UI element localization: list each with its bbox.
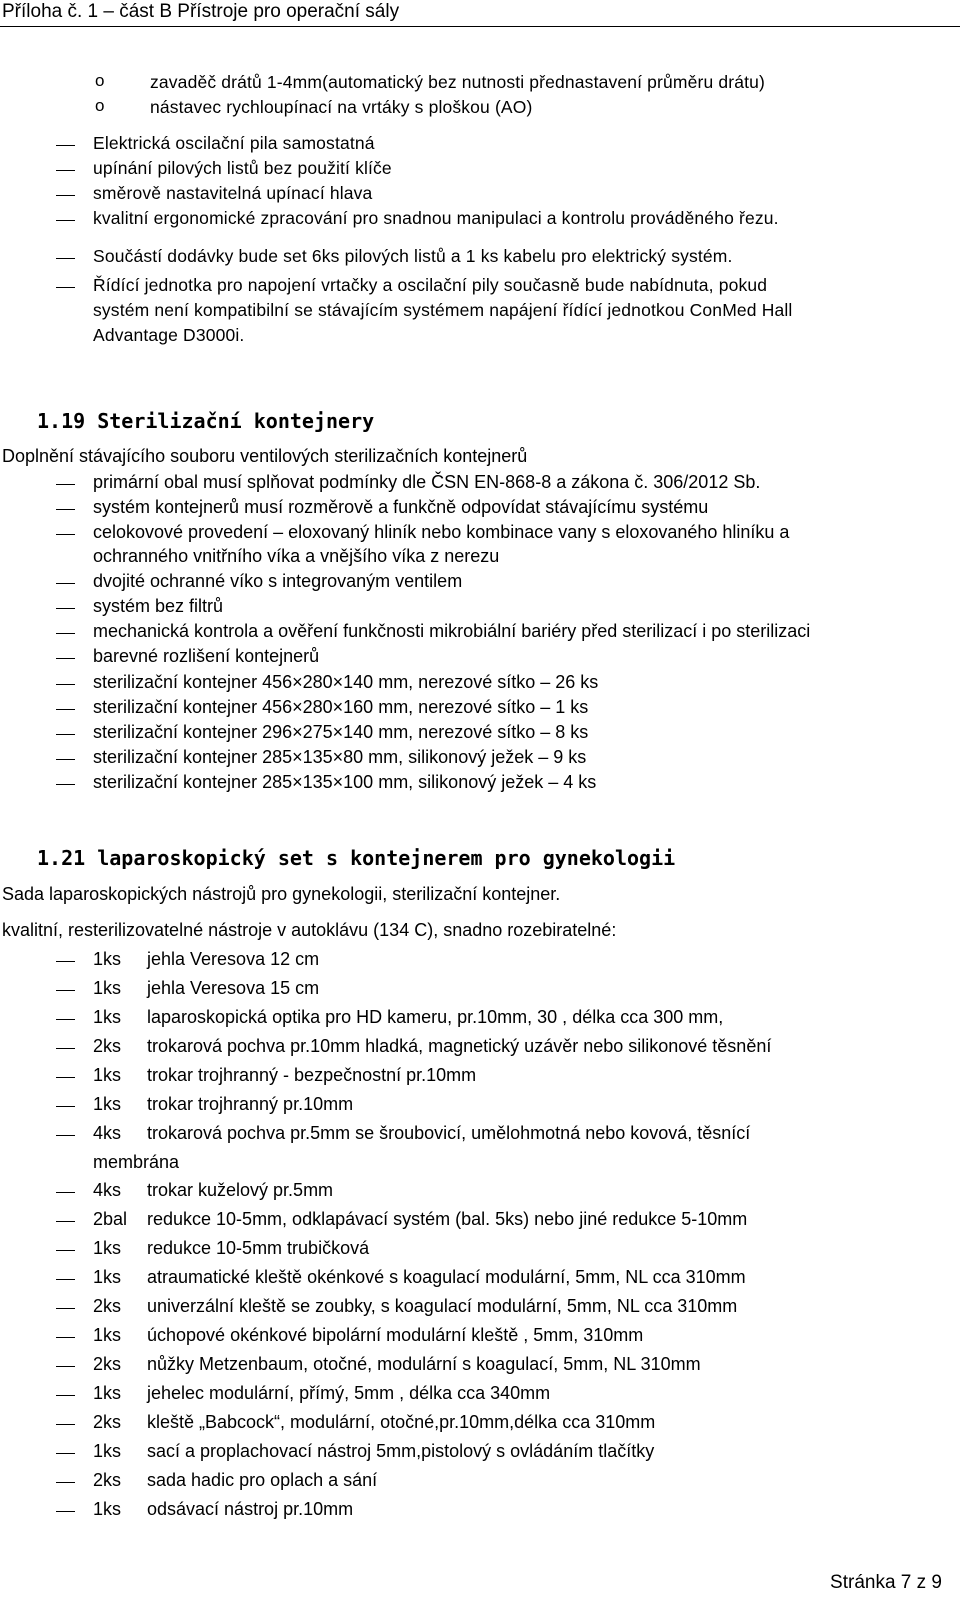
item-description: odsávací nástroj pr.10mm xyxy=(147,1499,354,1519)
dash-bullet-icon xyxy=(56,1337,75,1338)
dash-bullet-icon xyxy=(56,961,75,962)
item-description: jehla Veresova 15 cm xyxy=(147,978,320,998)
header-divider xyxy=(0,26,960,27)
list-item: Elektrická oscilační pila samostatná xyxy=(93,133,375,153)
item-quantity: 2ks xyxy=(93,1296,122,1316)
sub-item: zavaděč drátů 1-4mm(automatický bez nutnosti přednastavení průměru drátu) xyxy=(150,72,765,92)
list-item: Součástí dodávky bude set 6ks pilových listů a 1 ks kabelu pro elektrický systém. xyxy=(93,246,733,266)
list-item: systém bez filtrů xyxy=(93,596,224,616)
list-item: sterilizační kontejner 456×280×160 mm, nerezové sítko – 1 ks xyxy=(93,697,589,717)
item-quantity: 1ks xyxy=(93,1267,122,1287)
item-quantity: 1ks xyxy=(93,978,122,998)
dash-bullet-icon xyxy=(56,1453,75,1454)
item-quantity: 1ks xyxy=(93,1094,122,1114)
dash-bullet-icon xyxy=(56,583,75,584)
list-item: sterilizační kontejner 456×280×140 mm, nerezové sítko – 26 ks xyxy=(93,672,599,692)
item-description: trokar trojhranný - bezpečnostní pr.10mm xyxy=(147,1065,477,1085)
list-item: dvojité ochranné víko s integrovaným ventilem xyxy=(93,571,463,591)
item-quantity: 4ks xyxy=(93,1180,122,1200)
item-description: trokarová pochva pr.10mm hladká, magnetický uzávěr nebo silikonové těsnění xyxy=(147,1036,772,1056)
list-item: kvalitní ergonomické zpracování pro snadnou manipulaci a kontrolu prováděného řezu. xyxy=(93,208,779,228)
dash-bullet-icon xyxy=(56,1019,75,1020)
dash-bullet-icon xyxy=(56,287,75,288)
dash-bullet-icon xyxy=(56,734,75,735)
circle-bullet-icon: o xyxy=(95,96,105,115)
dash-bullet-icon xyxy=(56,1424,75,1425)
dash-bullet-icon xyxy=(56,509,75,510)
list-item: celokovové provedení – eloxovaný hliník nebo kombinace vany s eloxovaného hliníku a xyxy=(93,522,790,542)
dash-bullet-icon xyxy=(56,1482,75,1483)
dash-bullet-icon xyxy=(56,784,75,785)
dash-bullet-icon xyxy=(56,759,75,760)
list-item: sterilizační kontejner 285×135×100 mm, silikonový ježek – 4 ks xyxy=(93,772,597,792)
dash-bullet-icon xyxy=(56,1077,75,1078)
dash-bullet-icon xyxy=(56,145,75,146)
dash-bullet-icon xyxy=(56,195,75,196)
dash-bullet-icon xyxy=(56,608,75,609)
item-description: kleště „Babcock“, modulární, otočné,pr.10mm,délka cca 310mm xyxy=(147,1412,656,1432)
control-unit-line: systém není kompatibilní se stávajícím systémem napájení řídící jednotkou ConMed Hall xyxy=(93,300,793,320)
section-heading: 1.19 Sterilizační kontejnery xyxy=(37,409,375,433)
dash-bullet-icon xyxy=(56,484,75,485)
sub-item: nástavec rychloupínací na vrtáky s ploškou (AO) xyxy=(150,97,533,117)
list-item: primární obal musí splňovat podmínky dle ČSN EN-868-8 a zákona č. 306/2012 Sb. xyxy=(93,472,761,492)
item-quantity: 1ks xyxy=(93,949,122,969)
list-item-continuation: ochranného vnitřního víka a vnějšího víka z nerezu xyxy=(93,546,500,566)
item-description: univerzální kleště se zoubky, s koagulací modulární, 5mm, NL cca 310mm xyxy=(147,1296,738,1316)
page-header: Příloha č. 1 – část B Přístroje pro operační sály xyxy=(2,1,400,22)
item-quantity: 2ks xyxy=(93,1036,122,1056)
item-description: trokar trojhranný pr.10mm xyxy=(147,1094,354,1114)
item-continuation: membrána xyxy=(93,1152,180,1172)
list-item: mechanická kontrola a ověření funkčnosti mikrobiální bariéry před sterilizací i po sterilizaci xyxy=(93,621,811,641)
dash-bullet-icon xyxy=(56,658,75,659)
section-intro: Doplnění stávajícího souboru ventilových sterilizačních kontejnerů xyxy=(2,446,528,466)
item-description: trokar kuželový pr.5mm xyxy=(147,1180,334,1200)
dash-bullet-icon xyxy=(56,1250,75,1251)
item-description: jehla Veresova 12 cm xyxy=(147,949,320,969)
dash-bullet-icon xyxy=(56,1106,75,1107)
dash-bullet-icon xyxy=(56,534,75,535)
dash-bullet-icon xyxy=(56,1366,75,1367)
list-item: barevné rozlišení kontejnerů xyxy=(93,646,320,666)
item-description: redukce 10-5mm, odklapávací systém (bal. 5ks) nebo jiné redukce 5-10mm xyxy=(147,1209,748,1229)
list-item: systém kontejnerů musí rozměrově a funkčně odpovídat stávajícímu systému xyxy=(93,497,709,517)
section-intro: Sada laparoskopických nástrojů pro gynekologii, sterilizační kontejner. xyxy=(2,884,561,904)
item-description: sada hadic pro oplach a sání xyxy=(147,1470,378,1490)
control-unit-line: Advantage D3000i. xyxy=(93,325,245,345)
item-quantity: 1ks xyxy=(93,1238,122,1258)
dash-bullet-icon xyxy=(56,1135,75,1136)
list-item: sterilizační kontejner 296×275×140 mm, nerezové sítko – 8 ks xyxy=(93,722,589,742)
item-quantity: 2ks xyxy=(93,1412,122,1432)
item-quantity: 2ks xyxy=(93,1470,122,1490)
dash-bullet-icon xyxy=(56,1192,75,1193)
item-quantity: 2bal xyxy=(93,1209,128,1229)
dash-bullet-icon xyxy=(56,709,75,710)
section-intro: kvalitní, resterilizovatelné nástroje v autoklávu (134 C), snadno rozebiratelné: xyxy=(2,920,617,940)
dash-bullet-icon xyxy=(56,633,75,634)
dash-bullet-icon xyxy=(56,1511,75,1512)
item-description: nůžky Metzenbaum, otočné, modulární s koagulací, 5mm, NL 310mm xyxy=(147,1354,701,1374)
item-quantity: 4ks xyxy=(93,1123,122,1143)
list-item: směrově nastavitelná upínací hlava xyxy=(93,183,373,203)
item-description: úchopové okénkové bipolární modulární kleště , 5mm, 310mm xyxy=(147,1325,644,1345)
dash-bullet-icon xyxy=(56,1395,75,1396)
item-quantity: 1ks xyxy=(93,1441,122,1461)
item-description: atraumatické kleště okénkové s koagulací modulární, 5mm, NL cca 310mm xyxy=(147,1267,746,1287)
dash-bullet-icon xyxy=(56,1279,75,1280)
dash-bullet-icon xyxy=(56,170,75,171)
item-quantity: 1ks xyxy=(93,1383,122,1403)
dash-bullet-icon xyxy=(56,1048,75,1049)
section-heading: 1.21 laparoskopický set s kontejnerem pro gynekologii xyxy=(37,846,676,870)
item-quantity: 1ks xyxy=(93,1007,122,1027)
item-description: trokarová pochva pr.5mm se šroubovicí, umělohmotná nebo kovová, těsnící xyxy=(147,1123,751,1143)
item-quantity: 1ks xyxy=(93,1065,122,1085)
dash-bullet-icon xyxy=(56,1308,75,1309)
item-quantity: 1ks xyxy=(93,1499,122,1519)
item-description: sací a proplachovací nástroj 5mm,pistolový s ovládáním tlačítky xyxy=(147,1441,655,1461)
list-item: upínání pilových listů bez použití klíče xyxy=(93,158,392,178)
dash-bullet-icon xyxy=(56,1221,75,1222)
item-description: redukce 10-5mm trubičková xyxy=(147,1238,370,1258)
dash-bullet-icon xyxy=(56,258,75,259)
dash-bullet-icon xyxy=(56,990,75,991)
item-quantity: 1ks xyxy=(93,1325,122,1345)
item-description: jehelec modulární, přímý, 5mm , délka cca 340mm xyxy=(147,1383,551,1403)
list-item: sterilizační kontejner 285×135×80 mm, silikonový ježek – 9 ks xyxy=(93,747,587,767)
dash-bullet-icon xyxy=(56,220,75,221)
item-description: laparoskopická optika pro HD kameru, pr.10mm, 30 , délka cca 300 mm, xyxy=(147,1007,724,1027)
circle-bullet-icon: o xyxy=(95,71,105,90)
page-number: Stránka 7 z 9 xyxy=(830,1572,942,1593)
dash-bullet-icon xyxy=(56,684,75,685)
item-quantity: 2ks xyxy=(93,1354,122,1374)
control-unit-line: Řídící jednotka pro napojení vrtačky a oscilační pily současně bude nabídnuta, pokud xyxy=(93,275,768,295)
